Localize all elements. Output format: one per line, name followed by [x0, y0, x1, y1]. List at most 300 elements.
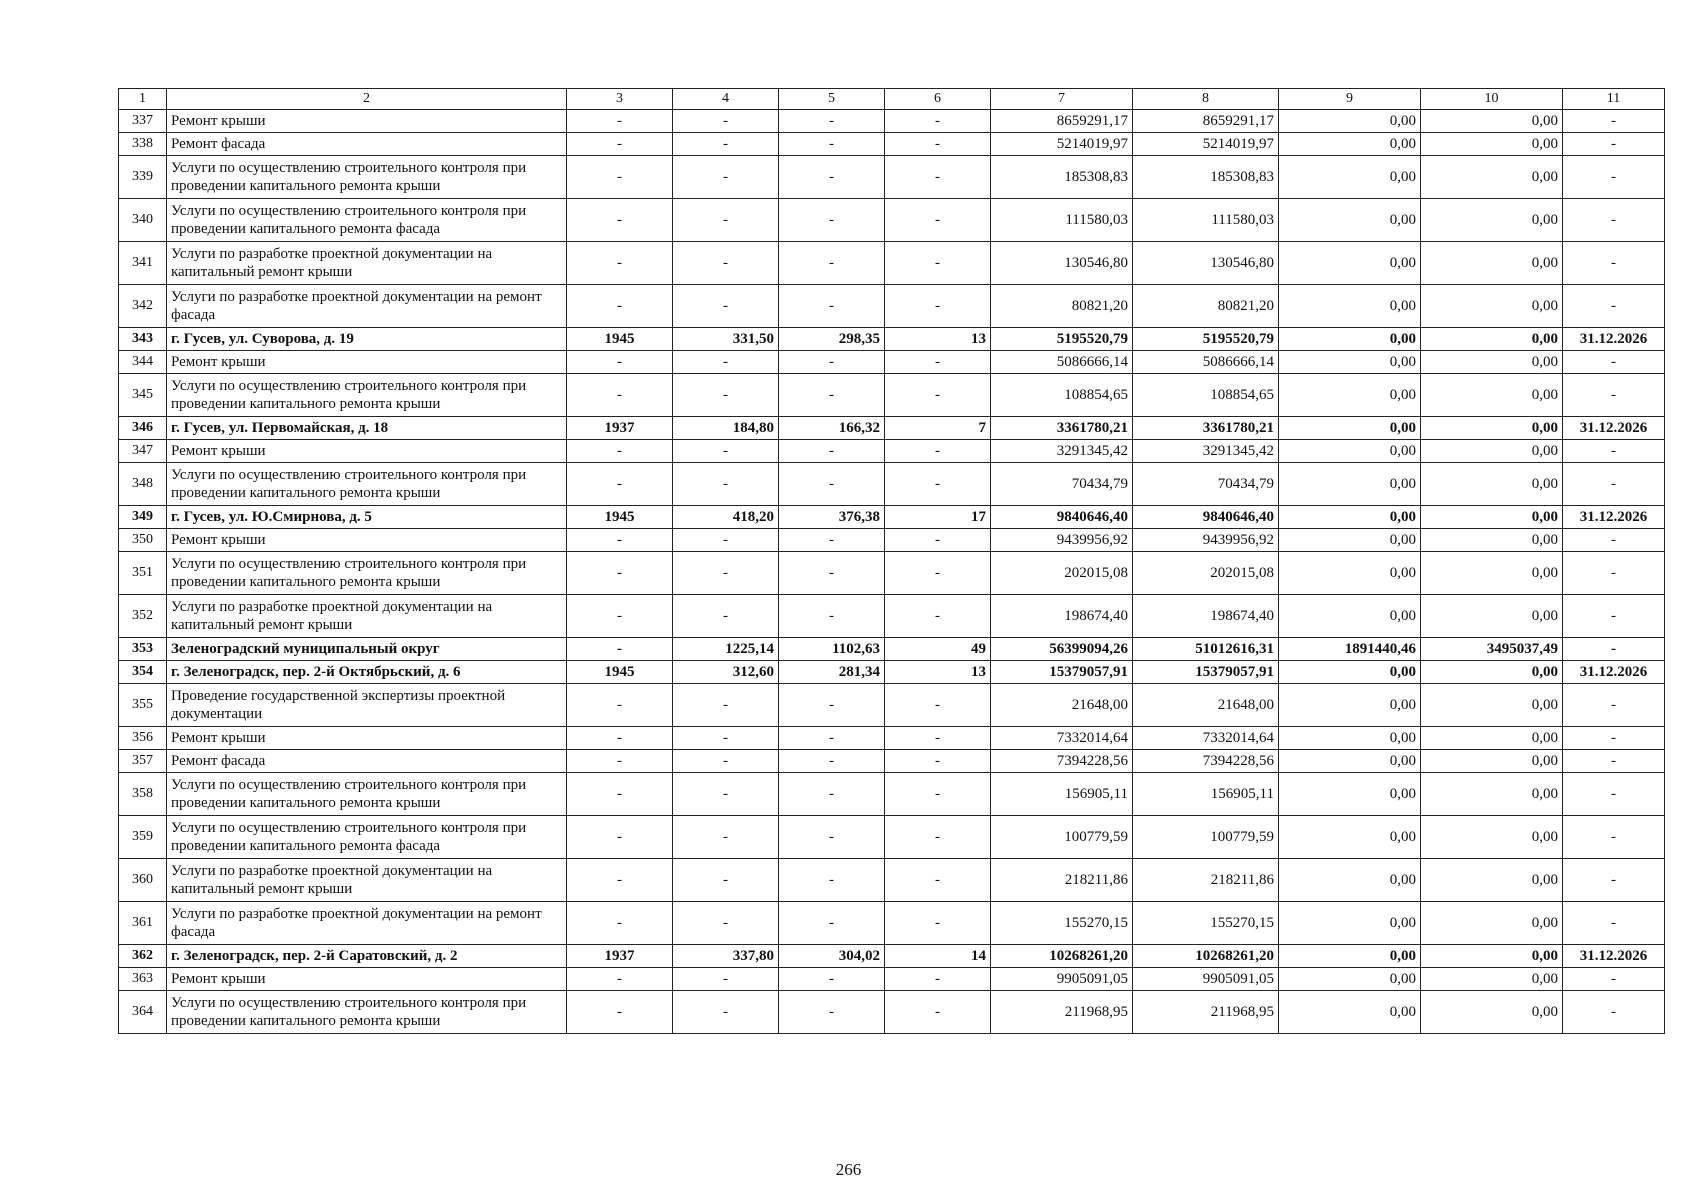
table-row — [119, 750, 1665, 773]
living-area-cell: - — [779, 156, 885, 199]
table-row — [119, 661, 1665, 684]
fund-cost-cell: 80821,20 — [1133, 285, 1279, 328]
fund-cost-cell: 9840646,40 — [1133, 506, 1279, 529]
work-item-name: Ремонт фасада — [167, 133, 567, 156]
row-number: 356 — [119, 727, 167, 750]
build-year-cell: 1945 — [567, 506, 673, 529]
column-number: 5 — [779, 89, 885, 110]
completion-date-cell: - — [1563, 529, 1665, 552]
living-area-cell: - — [779, 859, 885, 902]
table-row — [119, 552, 1665, 595]
fund-cost-cell: 130546,80 — [1133, 242, 1279, 285]
column-number: 6 — [885, 89, 991, 110]
work-item-name: Ремонт фасада — [167, 750, 567, 773]
total-cost-cell: 5086666,14 — [991, 351, 1133, 374]
residents-count-cell: - — [885, 595, 991, 638]
subsidy-cost-cell: 0,00 — [1279, 133, 1421, 156]
total-area-cell: - — [673, 463, 779, 506]
row-number: 357 — [119, 750, 167, 773]
total-cost-cell: 155270,15 — [991, 902, 1133, 945]
total-cost-cell: 10268261,20 — [991, 945, 1133, 968]
work-item-name: Услуги по осуществлению строительного контроля при проведении капитального ремонта крыши — [167, 773, 567, 816]
completion-date-cell: - — [1563, 285, 1665, 328]
total-cost-cell: 211968,95 — [991, 991, 1133, 1034]
residents-count-cell: 49 — [885, 638, 991, 661]
fund-cost-cell: 111580,03 — [1133, 199, 1279, 242]
build-year-cell: - — [567, 773, 673, 816]
subsidy-cost-cell: 0,00 — [1279, 595, 1421, 638]
total-area-cell: - — [673, 529, 779, 552]
row-number: 364 — [119, 991, 167, 1034]
row-number: 363 — [119, 968, 167, 991]
table-row — [119, 773, 1665, 816]
table-row — [119, 351, 1665, 374]
row-number: 352 — [119, 595, 167, 638]
living-area-cell: - — [779, 991, 885, 1034]
residents-count-cell: - — [885, 242, 991, 285]
residents-count-cell: - — [885, 156, 991, 199]
build-year-cell: - — [567, 133, 673, 156]
total-cost-cell: 21648,00 — [991, 684, 1133, 727]
work-item-name: Ремонт крыши — [167, 968, 567, 991]
table-row — [119, 328, 1665, 351]
living-area-cell: - — [779, 374, 885, 417]
owner-cost-cell: 0,00 — [1421, 417, 1563, 440]
fund-cost-cell: 3291345,42 — [1133, 440, 1279, 463]
work-item-name: Проведение государственной экспертизы проектной документации — [167, 684, 567, 727]
owner-cost-cell: 0,00 — [1421, 506, 1563, 529]
residents-count-cell: 7 — [885, 417, 991, 440]
residents-count-cell: 13 — [885, 328, 991, 351]
completion-date-cell: - — [1563, 374, 1665, 417]
owner-cost-cell: 0,00 — [1421, 727, 1563, 750]
total-cost-cell: 202015,08 — [991, 552, 1133, 595]
table-row — [119, 285, 1665, 328]
living-area-cell: 298,35 — [779, 328, 885, 351]
work-item-name: г. Гусев, ул. Первомайская, д. 18 — [167, 417, 567, 440]
completion-date-cell: - — [1563, 859, 1665, 902]
table-row — [119, 242, 1665, 285]
fund-cost-cell: 202015,08 — [1133, 552, 1279, 595]
fund-cost-cell: 8659291,17 — [1133, 110, 1279, 133]
table-row — [119, 638, 1665, 661]
subsidy-cost-cell: 0,00 — [1279, 750, 1421, 773]
residents-count-cell: - — [885, 859, 991, 902]
completion-date-cell: - — [1563, 727, 1665, 750]
table-row — [119, 463, 1665, 506]
subsidy-cost-cell: 0,00 — [1279, 328, 1421, 351]
column-number: 8 — [1133, 89, 1279, 110]
row-number: 359 — [119, 816, 167, 859]
completion-date-cell: - — [1563, 133, 1665, 156]
residents-count-cell: - — [885, 463, 991, 506]
residents-count-cell: - — [885, 684, 991, 727]
completion-date-cell: - — [1563, 199, 1665, 242]
fund-cost-cell: 218211,86 — [1133, 859, 1279, 902]
build-year-cell: - — [567, 110, 673, 133]
subsidy-cost-cell: 0,00 — [1279, 374, 1421, 417]
completion-date-cell: 31.12.2026 — [1563, 661, 1665, 684]
work-item-name: Услуги по осуществлению строительного контроля при проведении капитального ремонта крыши — [167, 156, 567, 199]
work-item-name: Услуги по разработке проектной документации на капитальный ремонт крыши — [167, 595, 567, 638]
subsidy-cost-cell: 0,00 — [1279, 661, 1421, 684]
owner-cost-cell: 0,00 — [1421, 902, 1563, 945]
register-table-container — [118, 88, 1664, 1034]
build-year-cell: - — [567, 552, 673, 595]
work-item-name: Услуги по осуществлению строительного контроля при проведении капитального ремонта фасада — [167, 199, 567, 242]
completion-date-cell: - — [1563, 351, 1665, 374]
total-area-cell: 184,80 — [673, 417, 779, 440]
subsidy-cost-cell: 0,00 — [1279, 506, 1421, 529]
completion-date-cell: - — [1563, 816, 1665, 859]
subsidy-cost-cell: 1891440,46 — [1279, 638, 1421, 661]
total-cost-cell: 7394228,56 — [991, 750, 1133, 773]
total-cost-cell: 15379057,91 — [991, 661, 1133, 684]
owner-cost-cell: 0,00 — [1421, 552, 1563, 595]
total-cost-cell: 185308,83 — [991, 156, 1133, 199]
total-area-cell: - — [673, 968, 779, 991]
total-area-cell: - — [673, 133, 779, 156]
total-cost-cell: 8659291,17 — [991, 110, 1133, 133]
total-area-cell: - — [673, 285, 779, 328]
residents-count-cell: - — [885, 750, 991, 773]
column-number: 1 — [119, 89, 167, 110]
completion-date-cell: - — [1563, 156, 1665, 199]
owner-cost-cell: 0,00 — [1421, 440, 1563, 463]
total-area-cell: - — [673, 156, 779, 199]
residents-count-cell: - — [885, 374, 991, 417]
owner-cost-cell: 3495037,49 — [1421, 638, 1563, 661]
column-number: 7 — [991, 89, 1133, 110]
build-year-cell: - — [567, 684, 673, 727]
total-cost-cell: 3291345,42 — [991, 440, 1133, 463]
total-cost-cell: 198674,40 — [991, 595, 1133, 638]
total-cost-cell: 156905,11 — [991, 773, 1133, 816]
subsidy-cost-cell: 0,00 — [1279, 463, 1421, 506]
row-number: 361 — [119, 902, 167, 945]
subsidy-cost-cell: 0,00 — [1279, 945, 1421, 968]
owner-cost-cell: 0,00 — [1421, 156, 1563, 199]
subsidy-cost-cell: 0,00 — [1279, 199, 1421, 242]
subsidy-cost-cell: 0,00 — [1279, 351, 1421, 374]
owner-cost-cell: 0,00 — [1421, 199, 1563, 242]
work-item-name: Услуги по осуществлению строительного контроля при проведении капитального ремонта крыши — [167, 991, 567, 1034]
total-cost-cell: 7332014,64 — [991, 727, 1133, 750]
owner-cost-cell: 0,00 — [1421, 463, 1563, 506]
residents-count-cell: - — [885, 991, 991, 1034]
subsidy-cost-cell: 0,00 — [1279, 417, 1421, 440]
residents-count-cell: - — [885, 110, 991, 133]
build-year-cell: 1945 — [567, 328, 673, 351]
total-area-cell: - — [673, 727, 779, 750]
total-area-cell: 1225,14 — [673, 638, 779, 661]
total-area-cell: - — [673, 902, 779, 945]
completion-date-cell: - — [1563, 638, 1665, 661]
subsidy-cost-cell: 0,00 — [1279, 968, 1421, 991]
row-number: 347 — [119, 440, 167, 463]
subsidy-cost-cell: 0,00 — [1279, 727, 1421, 750]
owner-cost-cell: 0,00 — [1421, 661, 1563, 684]
total-area-cell: 418,20 — [673, 506, 779, 529]
row-number: 337 — [119, 110, 167, 133]
fund-cost-cell: 9439956,92 — [1133, 529, 1279, 552]
subsidy-cost-cell: 0,00 — [1279, 285, 1421, 328]
work-item-name: Услуги по осуществлению строительного контроля при проведении капитального ремонта крыши — [167, 463, 567, 506]
work-item-name: Услуги по осуществлению строительного контроля при проведении капитального ремонта крыши — [167, 374, 567, 417]
table-row — [119, 991, 1665, 1034]
residents-count-cell: - — [885, 816, 991, 859]
owner-cost-cell: 0,00 — [1421, 991, 1563, 1034]
living-area-cell: - — [779, 773, 885, 816]
table-row — [119, 859, 1665, 902]
work-item-name: Ремонт крыши — [167, 529, 567, 552]
fund-cost-cell: 156905,11 — [1133, 773, 1279, 816]
total-cost-cell: 9840646,40 — [991, 506, 1133, 529]
residents-count-cell: 13 — [885, 661, 991, 684]
owner-cost-cell: 0,00 — [1421, 133, 1563, 156]
completion-date-cell: 31.12.2026 — [1563, 945, 1665, 968]
fund-cost-cell: 155270,15 — [1133, 902, 1279, 945]
table-row — [119, 529, 1665, 552]
living-area-cell: - — [779, 440, 885, 463]
residents-count-cell: - — [885, 968, 991, 991]
row-number: 351 — [119, 552, 167, 595]
residents-count-cell: - — [885, 199, 991, 242]
owner-cost-cell: 0,00 — [1421, 684, 1563, 727]
fund-cost-cell: 211968,95 — [1133, 991, 1279, 1034]
build-year-cell: 1945 — [567, 661, 673, 684]
build-year-cell: 1937 — [567, 945, 673, 968]
residents-count-cell: - — [885, 285, 991, 328]
living-area-cell: 1102,63 — [779, 638, 885, 661]
total-area-cell: 337,80 — [673, 945, 779, 968]
residents-count-cell: - — [885, 902, 991, 945]
total-cost-cell: 130546,80 — [991, 242, 1133, 285]
fund-cost-cell: 7332014,64 — [1133, 727, 1279, 750]
residents-count-cell: - — [885, 133, 991, 156]
table-row — [119, 417, 1665, 440]
owner-cost-cell: 0,00 — [1421, 110, 1563, 133]
total-area-cell: - — [673, 991, 779, 1034]
work-item-name: Ремонт крыши — [167, 351, 567, 374]
total-cost-cell: 56399094,26 — [991, 638, 1133, 661]
residents-count-cell: - — [885, 552, 991, 595]
table-row — [119, 727, 1665, 750]
total-cost-cell: 70434,79 — [991, 463, 1133, 506]
living-area-cell: - — [779, 595, 885, 638]
fund-cost-cell: 9905091,05 — [1133, 968, 1279, 991]
living-area-cell: 376,38 — [779, 506, 885, 529]
living-area-cell: - — [779, 110, 885, 133]
fund-cost-cell: 7394228,56 — [1133, 750, 1279, 773]
owner-cost-cell: 0,00 — [1421, 242, 1563, 285]
completion-date-cell: 31.12.2026 — [1563, 328, 1665, 351]
table-row — [119, 902, 1665, 945]
row-number: 362 — [119, 945, 167, 968]
fund-cost-cell: 15379057,91 — [1133, 661, 1279, 684]
subsidy-cost-cell: 0,00 — [1279, 859, 1421, 902]
fund-cost-cell: 100779,59 — [1133, 816, 1279, 859]
living-area-cell: - — [779, 199, 885, 242]
build-year-cell: - — [567, 529, 673, 552]
table-row — [119, 945, 1665, 968]
living-area-cell: - — [779, 529, 885, 552]
owner-cost-cell: 0,00 — [1421, 328, 1563, 351]
register-rows — [119, 110, 1665, 1034]
work-item-name: Услуги по разработке проектной документации на капитальный ремонт крыши — [167, 242, 567, 285]
build-year-cell: - — [567, 816, 673, 859]
living-area-cell: - — [779, 552, 885, 595]
work-item-name: Ремонт крыши — [167, 110, 567, 133]
total-cost-cell: 9439956,92 — [991, 529, 1133, 552]
total-cost-cell: 218211,86 — [991, 859, 1133, 902]
owner-cost-cell: 0,00 — [1421, 529, 1563, 552]
subsidy-cost-cell: 0,00 — [1279, 816, 1421, 859]
build-year-cell: - — [567, 902, 673, 945]
row-number: 338 — [119, 133, 167, 156]
column-number: 2 — [167, 89, 567, 110]
table-row — [119, 374, 1665, 417]
fund-cost-cell: 198674,40 — [1133, 595, 1279, 638]
work-item-name: Услуги по осуществлению строительного контроля при проведении капитального ремонта крыши — [167, 552, 567, 595]
completion-date-cell: - — [1563, 440, 1665, 463]
completion-date-cell: - — [1563, 552, 1665, 595]
owner-cost-cell: 0,00 — [1421, 859, 1563, 902]
table-row — [119, 968, 1665, 991]
completion-date-cell: 31.12.2026 — [1563, 506, 1665, 529]
owner-cost-cell: 0,00 — [1421, 374, 1563, 417]
owner-cost-cell: 0,00 — [1421, 945, 1563, 968]
subsidy-cost-cell: 0,00 — [1279, 242, 1421, 285]
total-cost-cell: 9905091,05 — [991, 968, 1133, 991]
subsidy-cost-cell: 0,00 — [1279, 773, 1421, 816]
total-area-cell: - — [673, 595, 779, 638]
table-row — [119, 199, 1665, 242]
living-area-cell: - — [779, 750, 885, 773]
total-area-cell: - — [673, 351, 779, 374]
column-number: 3 — [567, 89, 673, 110]
fund-cost-cell: 108854,65 — [1133, 374, 1279, 417]
fund-cost-cell: 5195520,79 — [1133, 328, 1279, 351]
total-area-cell: - — [673, 242, 779, 285]
owner-cost-cell: 0,00 — [1421, 773, 1563, 816]
build-year-cell: - — [567, 374, 673, 417]
build-year-cell: - — [567, 727, 673, 750]
residents-count-cell: - — [885, 727, 991, 750]
living-area-cell: - — [779, 816, 885, 859]
page-number: 266 — [835, 1160, 862, 1179]
living-area-cell: - — [779, 727, 885, 750]
table-row — [119, 506, 1665, 529]
total-cost-cell: 100779,59 — [991, 816, 1133, 859]
total-area-cell: - — [673, 199, 779, 242]
row-number: 341 — [119, 242, 167, 285]
owner-cost-cell: 0,00 — [1421, 595, 1563, 638]
completion-date-cell: - — [1563, 463, 1665, 506]
fund-cost-cell: 5214019,97 — [1133, 133, 1279, 156]
total-cost-cell: 111580,03 — [991, 199, 1133, 242]
row-number: 345 — [119, 374, 167, 417]
column-number: 4 — [673, 89, 779, 110]
living-area-cell: 166,32 — [779, 417, 885, 440]
row-number: 358 — [119, 773, 167, 816]
completion-date-cell: - — [1563, 242, 1665, 285]
column-number: 9 — [1279, 89, 1421, 110]
completion-date-cell: - — [1563, 902, 1665, 945]
row-number: 354 — [119, 661, 167, 684]
total-cost-cell: 5214019,97 — [991, 133, 1133, 156]
living-area-cell: 281,34 — [779, 661, 885, 684]
work-item-name: Услуги по осуществлению строительного контроля при проведении капитального ремонта фасада — [167, 816, 567, 859]
completion-date-cell: 31.12.2026 — [1563, 417, 1665, 440]
living-area-cell: 304,02 — [779, 945, 885, 968]
build-year-cell: - — [567, 463, 673, 506]
register-table — [118, 88, 1665, 1034]
residents-count-cell: - — [885, 529, 991, 552]
total-cost-cell: 108854,65 — [991, 374, 1133, 417]
completion-date-cell: - — [1563, 750, 1665, 773]
living-area-cell: - — [779, 463, 885, 506]
work-item-name: Ремонт крыши — [167, 727, 567, 750]
total-cost-cell: 5195520,79 — [991, 328, 1133, 351]
fund-cost-cell: 21648,00 — [1133, 684, 1279, 727]
subsidy-cost-cell: 0,00 — [1279, 156, 1421, 199]
table-row — [119, 133, 1665, 156]
table-row — [119, 440, 1665, 463]
total-area-cell: 312,60 — [673, 661, 779, 684]
build-year-cell: - — [567, 968, 673, 991]
work-item-name: Услуги по разработке проектной документации на капитальный ремонт крыши — [167, 859, 567, 902]
total-area-cell: - — [673, 816, 779, 859]
total-area-cell: - — [673, 110, 779, 133]
build-year-cell: - — [567, 595, 673, 638]
fund-cost-cell: 3361780,21 — [1133, 417, 1279, 440]
table-row — [119, 684, 1665, 727]
row-number: 344 — [119, 351, 167, 374]
build-year-cell: - — [567, 156, 673, 199]
build-year-cell: - — [567, 859, 673, 902]
build-year-cell: - — [567, 991, 673, 1034]
owner-cost-cell: 0,00 — [1421, 816, 1563, 859]
completion-date-cell: - — [1563, 968, 1665, 991]
row-number: 342 — [119, 285, 167, 328]
residents-count-cell: - — [885, 773, 991, 816]
owner-cost-cell: 0,00 — [1421, 750, 1563, 773]
row-number: 340 — [119, 199, 167, 242]
fund-cost-cell: 70434,79 — [1133, 463, 1279, 506]
living-area-cell: - — [779, 242, 885, 285]
build-year-cell: - — [567, 351, 673, 374]
fund-cost-cell: 5086666,14 — [1133, 351, 1279, 374]
total-area-cell: - — [673, 552, 779, 595]
total-area-cell: - — [673, 440, 779, 463]
row-number: 360 — [119, 859, 167, 902]
total-area-cell: - — [673, 773, 779, 816]
owner-cost-cell: 0,00 — [1421, 351, 1563, 374]
residents-count-cell: 17 — [885, 506, 991, 529]
total-area-cell: 331,50 — [673, 328, 779, 351]
work-item-name: Услуги по разработке проектной документации на ремонт фасада — [167, 902, 567, 945]
work-item-name: г. Гусев, ул. Ю.Смирнова, д. 5 — [167, 506, 567, 529]
living-area-cell: - — [779, 902, 885, 945]
subsidy-cost-cell: 0,00 — [1279, 902, 1421, 945]
subsidy-cost-cell: 0,00 — [1279, 684, 1421, 727]
total-area-cell: - — [673, 374, 779, 417]
subsidy-cost-cell: 0,00 — [1279, 440, 1421, 463]
row-number: 348 — [119, 463, 167, 506]
total-cost-cell: 3361780,21 — [991, 417, 1133, 440]
subsidy-cost-cell: 0,00 — [1279, 529, 1421, 552]
